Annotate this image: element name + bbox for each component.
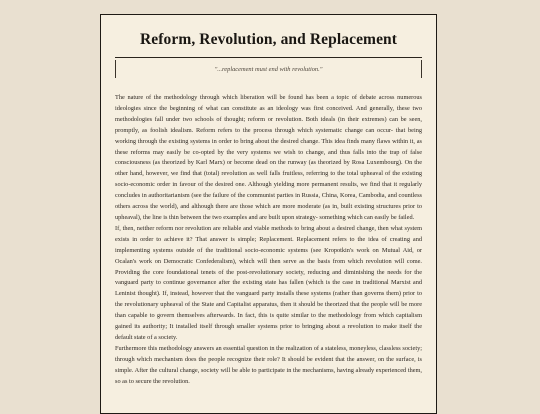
document-page bbox=[100, 14, 437, 414]
title-divider bbox=[115, 57, 422, 58]
paragraph: The nature of the methodology through which liberation will be found has been a topic of debate across numerous ideologies since the beginning of what can constitute as an ideology was first conceived. And generally, these two methodologies fall under two schools of thought; reform or revolution. Both ideals (in their extremes) can be seen, promptly, as foolish idealism. Reform refers to the process through which systematic change can occur- that being working through the existing systems in order to bring about the desired change. This idea finds many flaws within it, as these reforms may easily be co-opted by the very systems we wish to change, and thus falls into the trap of false consciousness (as theorized by Karl Marx) or become dead on the runway (as theorized by Rosa Luxembourg). On the other hand, however, we find that (total) revolution as well falls fruitless, referring to the total upheaval of the existing socio-economic order in favour of the desired one. Although yielding more permanent results, we find that it regularly concludes in authoritarianism (see the failure of the communist parties in Russia, China, Korea, Cambodia, and countless others across the world), and although there are those which are more moderate (as in, built existing structures prior to upheaval), the line is thin between the two examples and are built upon strategy- something which can easily be failed. bbox=[115, 94, 422, 221]
epigraph-text: "...replacement must end with revolution." bbox=[214, 65, 323, 73]
epigraph-box bbox=[115, 60, 422, 78]
paragraph: If, then, neither reform nor revolution are reliable and viable methods to bring about a desired change, then what system exists in order to achieve it? That answer is simple; Replacement. Replacement refers to the idea of creating and implementing systems outside of the traditional socio-economic systems (see Kropotkin's work on Mutual Aid, or Ocalan's work on Democratic Confederalism), which will then serve as the basis from which revolution will come. Providing the core foundational tenets of the post-revolutionary society, reducing and diminishing the needs for the vanguard party to continue governance after the existing state has fallen (which is the case in traditional Marxist and Leninist thought). If, instead, however that the vanguard party installs these systems (rather than governs them) prior to the revolutionary upheaval of the State and Capitalist apparatus, then it should be theorized that the people will be more than capable to govern themselves afterwards. In fact, this is quite similar to the methodology from which capitalism gained its authority; It installed itself through smaller systems prior to bringing about a revolution to make itself the default state of a society. bbox=[115, 224, 422, 341]
article-body bbox=[115, 93, 422, 387]
page-title: Reform, Revolution, and Replacement bbox=[139, 31, 398, 48]
paragraph: Furthermore this methodology answers an essential question in the realization of a stateless, moneyless, classless society; through which mechanism does the people recognize their role? It should be evident that the answer, on the surface, is simple. After the cultural change, society will be able to participate in the mechanisms, having already experienced them, so as to secure the revolution. bbox=[115, 344, 422, 385]
